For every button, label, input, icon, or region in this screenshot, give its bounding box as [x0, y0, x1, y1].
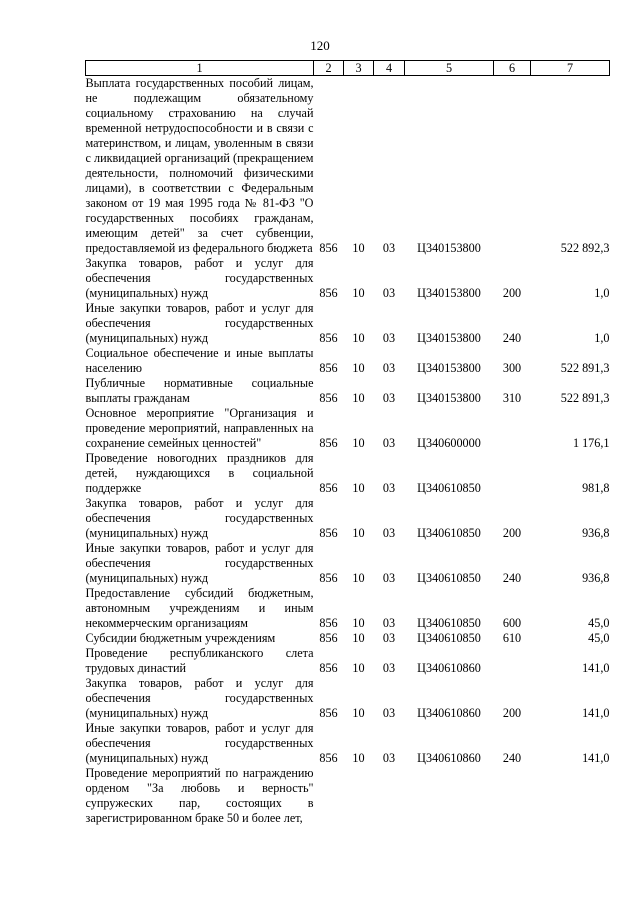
section-code: 10 [352, 751, 365, 765]
subsection-code: 03 [382, 751, 396, 765]
row-name: Основное мероприятие "Организация и проведение мероприятий, направленных на сохранение семейных ценностей" [85, 406, 314, 450]
expense-type-code: 600 [502, 616, 522, 630]
row-name: Предоставление субсидий бюджетным, автономным учреждениям и иным некоммерческим организациям [85, 586, 314, 630]
ministry-code: 856 [319, 526, 338, 540]
row-name: Публичные нормативные социальные выплаты гражданам [85, 376, 314, 405]
expense-type-code: 240 [502, 571, 522, 585]
amount: 1,0 [594, 286, 610, 300]
section-code: 10 [352, 526, 365, 540]
target-article-code: Ц340600000 [417, 436, 481, 450]
table-row [86, 721, 610, 766]
target-article-code: Ц340153800 [417, 241, 481, 255]
amount: 522 892,3 [560, 241, 610, 255]
column-header: 7 [531, 61, 610, 76]
subsection-code: 03 [382, 706, 396, 720]
subsection-code: 03 [382, 286, 396, 300]
ministry-code: 856 [319, 391, 338, 405]
expense-type-code [494, 646, 531, 676]
section-code: 10 [352, 241, 365, 255]
expense-type-code: 200 [502, 706, 522, 720]
table-row [86, 631, 610, 646]
target-article-code: Ц340610860 [417, 706, 481, 720]
amount: 1 176,1 [572, 436, 610, 450]
expense-type-code: 300 [502, 361, 522, 375]
subsection-code: 03 [382, 391, 396, 405]
amount: 45,0 [588, 631, 610, 645]
row-name: Закупка товаров, работ и услуг для обеспечения государственных (муниципальных) нужд [85, 496, 314, 540]
column-header: 6 [494, 61, 531, 76]
expense-type-code [494, 76, 531, 257]
ministry-code: 856 [319, 241, 338, 255]
ministry-code: 856 [319, 706, 338, 720]
amount: 141,0 [582, 706, 610, 720]
subsection-code: 03 [382, 526, 396, 540]
ministry-code: 856 [319, 631, 338, 645]
table-header-row [86, 61, 610, 76]
expense-type-code: 200 [502, 286, 522, 300]
section-code: 10 [352, 436, 365, 450]
table-row [86, 586, 610, 631]
amount [531, 766, 610, 826]
amount: 936,8 [582, 571, 610, 585]
section-code: 10 [352, 361, 365, 375]
column-header: 3 [344, 61, 374, 76]
target-article-code [405, 766, 494, 826]
target-article-code: Ц340153800 [417, 391, 481, 405]
column-header: 5 [405, 61, 494, 76]
amount: 981,8 [582, 481, 610, 495]
target-article-code: Ц340610850 [417, 631, 481, 645]
row-name: Субсидии бюджетным учреждениям [85, 631, 276, 645]
section-code: 10 [352, 706, 365, 720]
subsection-code: 03 [382, 361, 396, 375]
subsection-code: 03 [382, 241, 396, 255]
ministry-code: 856 [319, 481, 338, 495]
subsection-code: 03 [382, 616, 396, 630]
amount: 141,0 [582, 661, 610, 675]
section-code: 10 [352, 616, 365, 630]
section-code: 10 [352, 481, 365, 495]
amount: 45,0 [588, 616, 610, 630]
table-row [86, 451, 610, 496]
section-code: 10 [352, 286, 365, 300]
amount: 141,0 [582, 751, 610, 765]
table-row [86, 496, 610, 541]
expense-type-code [494, 406, 531, 451]
target-article-code: Ц340153800 [417, 361, 481, 375]
row-name: Закупка товаров, работ и услуг для обеспечения государственных (муниципальных) нужд [85, 256, 314, 300]
column-header: 4 [374, 61, 405, 76]
target-article-code: Ц340153800 [417, 331, 481, 345]
subsection-code: 03 [382, 631, 396, 645]
section-code [344, 766, 374, 826]
target-article-code: Ц340610850 [417, 571, 481, 585]
row-name: Проведение республиканского слета трудовых династий [85, 646, 314, 675]
target-article-code: Ц340153800 [417, 286, 481, 300]
row-name: Выплата государственных пособий лицам, не подлежащим обязательному социальному страхованию на случай временной нетрудоспособности и в связи с материнством, и лицам, уволенным в связи с ликвидацией организаций (прекращением деятельности, полномочий физическими лицами), в соответствии с Федеральным законом от 19 мая 1995 года № 81-ФЗ "О государственных пособиях гражданам, имеющим детей" за счет субвенции, предоставляемой из федерального бюджета [85, 76, 314, 255]
target-article-code: Ц340610860 [417, 751, 481, 765]
table-row [86, 346, 610, 376]
target-article-code: Ц340610850 [417, 481, 481, 495]
row-name: Закупка товаров, работ и услуг для обеспечения государственных (муниципальных) нужд [85, 676, 314, 720]
section-code: 10 [352, 661, 365, 675]
table-row [86, 76, 610, 257]
target-article-code: Ц340610850 [417, 526, 481, 540]
expense-type-code: 610 [502, 631, 522, 645]
row-name: Иные закупки товаров, работ и услуг для обеспечения государственных (муниципальных) нужд [85, 301, 314, 345]
table-row [86, 541, 610, 586]
column-header: 1 [86, 61, 314, 76]
section-code: 10 [352, 331, 365, 345]
amount: 936,8 [582, 526, 610, 540]
subsection-code: 03 [382, 571, 396, 585]
ministry-code: 856 [319, 331, 338, 345]
table-row [86, 646, 610, 676]
table-row [86, 256, 610, 301]
row-name: Иные закупки товаров, работ и услуг для обеспечения государственных (муниципальных) нужд [85, 541, 314, 585]
subsection-code: 03 [382, 481, 396, 495]
row-name: Проведение новогодних праздников для детей, нуждающихся в социальной поддержке [85, 451, 314, 495]
ministry-code: 856 [319, 616, 338, 630]
row-name: Иные закупки товаров, работ и услуг для обеспечения государственных (муниципальных) нужд [85, 721, 314, 765]
expense-type-code: 240 [502, 751, 522, 765]
expense-type-code: 240 [502, 331, 522, 345]
ministry-code: 856 [319, 751, 338, 765]
row-name: Проведение мероприятий по награждению орденом "За любовь и верность" супружеских пар, состоящих в зарегистрированном браке 50 и более лет, [85, 766, 314, 825]
subsection-code [374, 766, 405, 826]
expense-type-code [494, 766, 531, 826]
target-article-code: Ц340610850 [417, 616, 481, 630]
table-row [86, 376, 610, 406]
expense-type-code: 310 [502, 391, 522, 405]
section-code: 10 [352, 391, 365, 405]
ministry-code: 856 [319, 571, 338, 585]
budget-table [85, 60, 610, 826]
ministry-code [314, 766, 344, 826]
expense-type-code [494, 451, 531, 496]
amount: 522 891,3 [560, 391, 610, 405]
table-row [86, 766, 610, 826]
table-row [86, 301, 610, 346]
target-article-code: Ц340610860 [417, 661, 481, 675]
amount: 1,0 [594, 331, 610, 345]
subsection-code: 03 [382, 436, 396, 450]
subsection-code: 03 [382, 661, 396, 675]
page-number: 120 [310, 38, 330, 53]
column-header: 2 [314, 61, 344, 76]
expense-type-code: 200 [502, 526, 522, 540]
ministry-code: 856 [319, 661, 338, 675]
table-row [86, 676, 610, 721]
subsection-code: 03 [382, 331, 396, 345]
section-code: 10 [352, 571, 365, 585]
amount: 522 891,3 [560, 361, 610, 375]
ministry-code: 856 [319, 361, 338, 375]
row-name: Социальное обеспечение и иные выплаты населению [85, 346, 314, 375]
ministry-code: 856 [319, 286, 338, 300]
ministry-code: 856 [319, 436, 338, 450]
section-code: 10 [352, 631, 365, 645]
table-row [86, 406, 610, 451]
